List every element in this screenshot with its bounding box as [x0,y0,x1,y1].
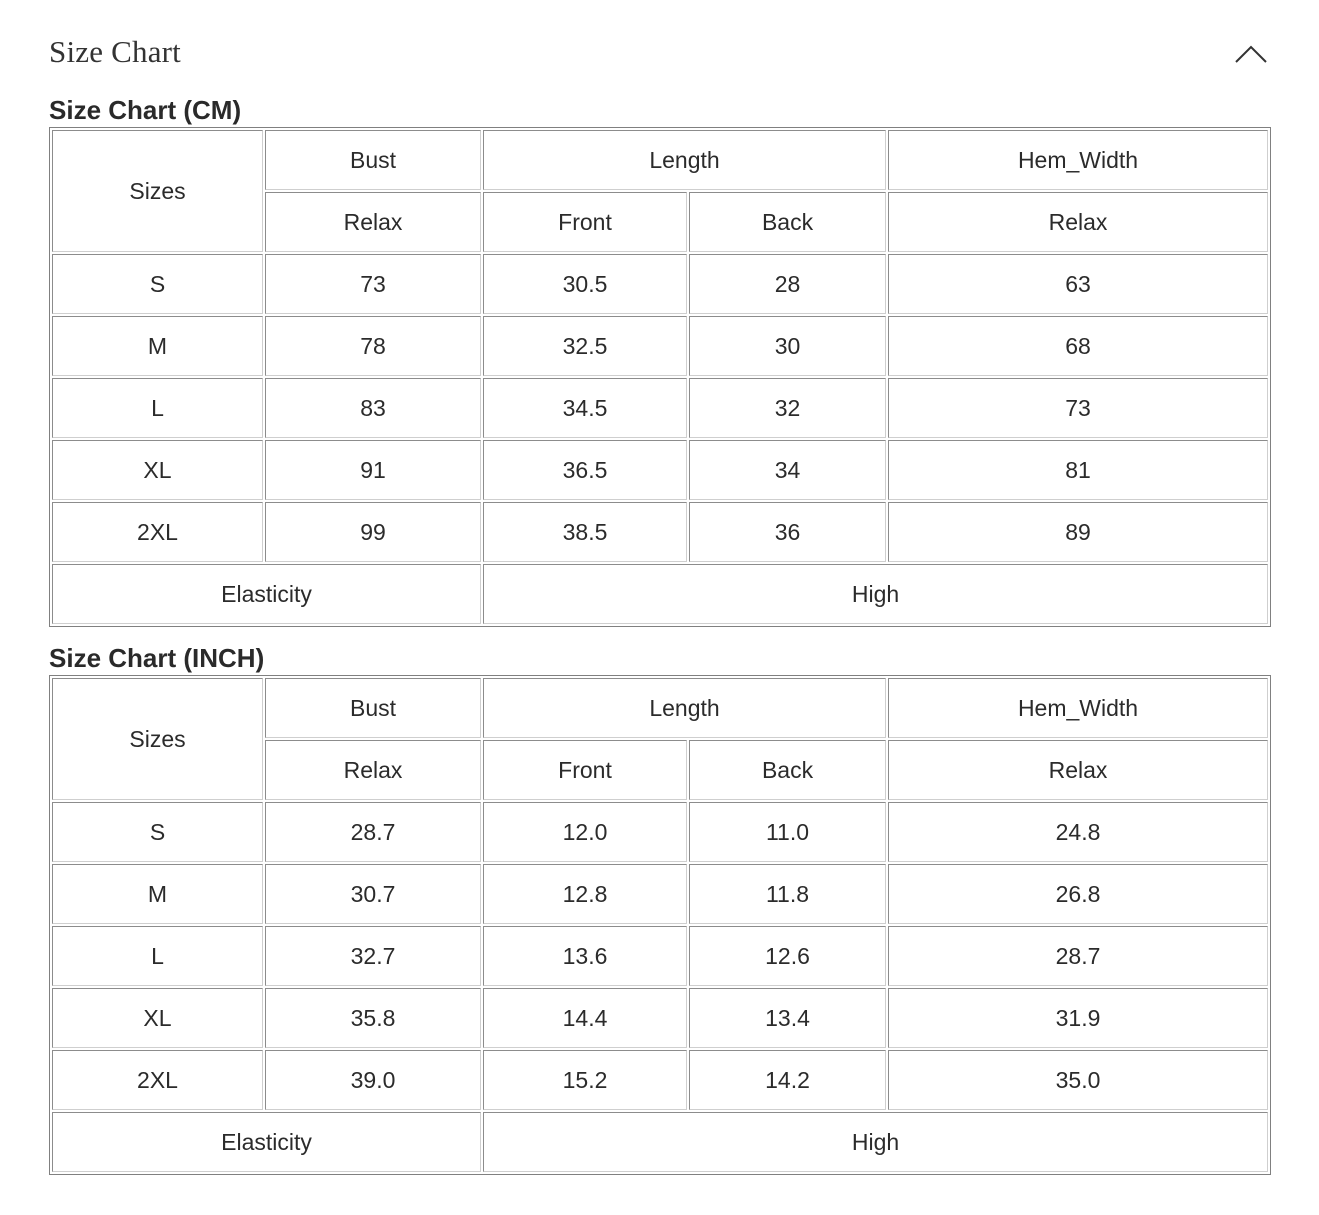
back-length-cell: 30 [689,316,886,376]
size-cell: 2XL [52,502,263,562]
front-length-cell: 36.5 [483,440,687,500]
subheader-hem-relax: Relax [888,192,1268,252]
table-row [52,864,1268,924]
cm-section-title: Size Chart (CM) [49,95,242,125]
bust-cell: 32.7 [265,926,481,986]
subheader-front: Front [483,192,687,252]
hem-width-cell: 24.8 [888,802,1268,862]
back-length-cell: 32 [689,378,886,438]
table-row [52,988,1268,1048]
subheader-back: Back [689,740,886,800]
bust-cell: 28.7 [265,802,481,862]
back-length-cell: 12.6 [689,926,886,986]
table-row [52,254,1268,314]
front-length-cell: 32.5 [483,316,687,376]
header-bust: Bust [265,130,481,190]
back-length-cell: 11.8 [689,864,886,924]
header-length: Length [483,130,886,190]
header-length: Length [483,678,886,738]
subheader-bust-relax: Relax [265,740,481,800]
bust-cell: 78 [265,316,481,376]
hem-width-cell: 35.0 [888,1050,1268,1110]
hem-width-cell: 81 [888,440,1268,500]
subheader-back: Back [689,192,886,252]
table-row [52,316,1268,376]
subheader-front: Front [483,740,687,800]
header-sizes: Sizes [52,130,263,252]
back-length-cell: 14.2 [689,1050,886,1110]
hem-width-cell: 31.9 [888,988,1268,1048]
table-row [52,1050,1268,1110]
size-table-inch [49,675,1271,1175]
front-length-cell: 12.0 [483,802,687,862]
back-length-cell: 34 [689,440,886,500]
subheader-bust-relax: Relax [265,192,481,252]
bust-cell: 39.0 [265,1050,481,1110]
front-length-cell: 15.2 [483,1050,687,1110]
size-cell: XL [52,988,263,1048]
hem-width-cell: 26.8 [888,864,1268,924]
back-length-cell: 13.4 [689,988,886,1048]
elasticity-row [52,564,1268,624]
bust-cell: 30.7 [265,864,481,924]
back-length-cell: 36 [689,502,886,562]
header-hem-width: Hem_Width [888,130,1268,190]
front-length-cell: 38.5 [483,502,687,562]
size-chart-accordion-header[interactable] [49,30,1269,76]
accordion-title: Size Chart [49,34,181,69]
header-sizes: Sizes [52,678,263,800]
hem-width-cell: 73 [888,378,1268,438]
size-cell: M [52,864,263,924]
table-row [52,802,1268,862]
back-length-cell: 11.0 [689,802,886,862]
size-cell: XL [52,440,263,500]
size-table-cm [49,127,1271,627]
size-cell: M [52,316,263,376]
elasticity-row [52,1112,1268,1172]
size-cell: 2XL [52,1050,263,1110]
back-length-cell: 28 [689,254,886,314]
elasticity-label: Elasticity [52,564,481,624]
front-length-cell: 14.4 [483,988,687,1048]
elasticity-value: High [483,564,1268,624]
front-length-cell: 30.5 [483,254,687,314]
subheader-hem-relax: Relax [888,740,1268,800]
bust-cell: 35.8 [265,988,481,1048]
size-cell: L [52,926,263,986]
chevron-up-icon[interactable] [1233,42,1269,66]
size-cell: S [52,802,263,862]
front-length-cell: 13.6 [483,926,687,986]
table-row [52,378,1268,438]
table-header-row [52,130,1268,190]
size-cell: L [52,378,263,438]
front-length-cell: 34.5 [483,378,687,438]
elasticity-value: High [483,1112,1268,1172]
hem-width-cell: 63 [888,254,1268,314]
bust-cell: 91 [265,440,481,500]
hem-width-cell: 68 [888,316,1268,376]
bust-cell: 99 [265,502,481,562]
header-bust: Bust [265,678,481,738]
hem-width-cell: 89 [888,502,1268,562]
table-header-row [52,678,1268,738]
table-row [52,926,1268,986]
size-cell: S [52,254,263,314]
front-length-cell: 12.8 [483,864,687,924]
table-row [52,440,1268,500]
header-hem-width: Hem_Width [888,678,1268,738]
bust-cell: 73 [265,254,481,314]
hem-width-cell: 28.7 [888,926,1268,986]
inch-section-title: Size Chart (INCH) [49,643,265,673]
bust-cell: 83 [265,378,481,438]
elasticity-label: Elasticity [52,1112,481,1172]
table-row [52,502,1268,562]
